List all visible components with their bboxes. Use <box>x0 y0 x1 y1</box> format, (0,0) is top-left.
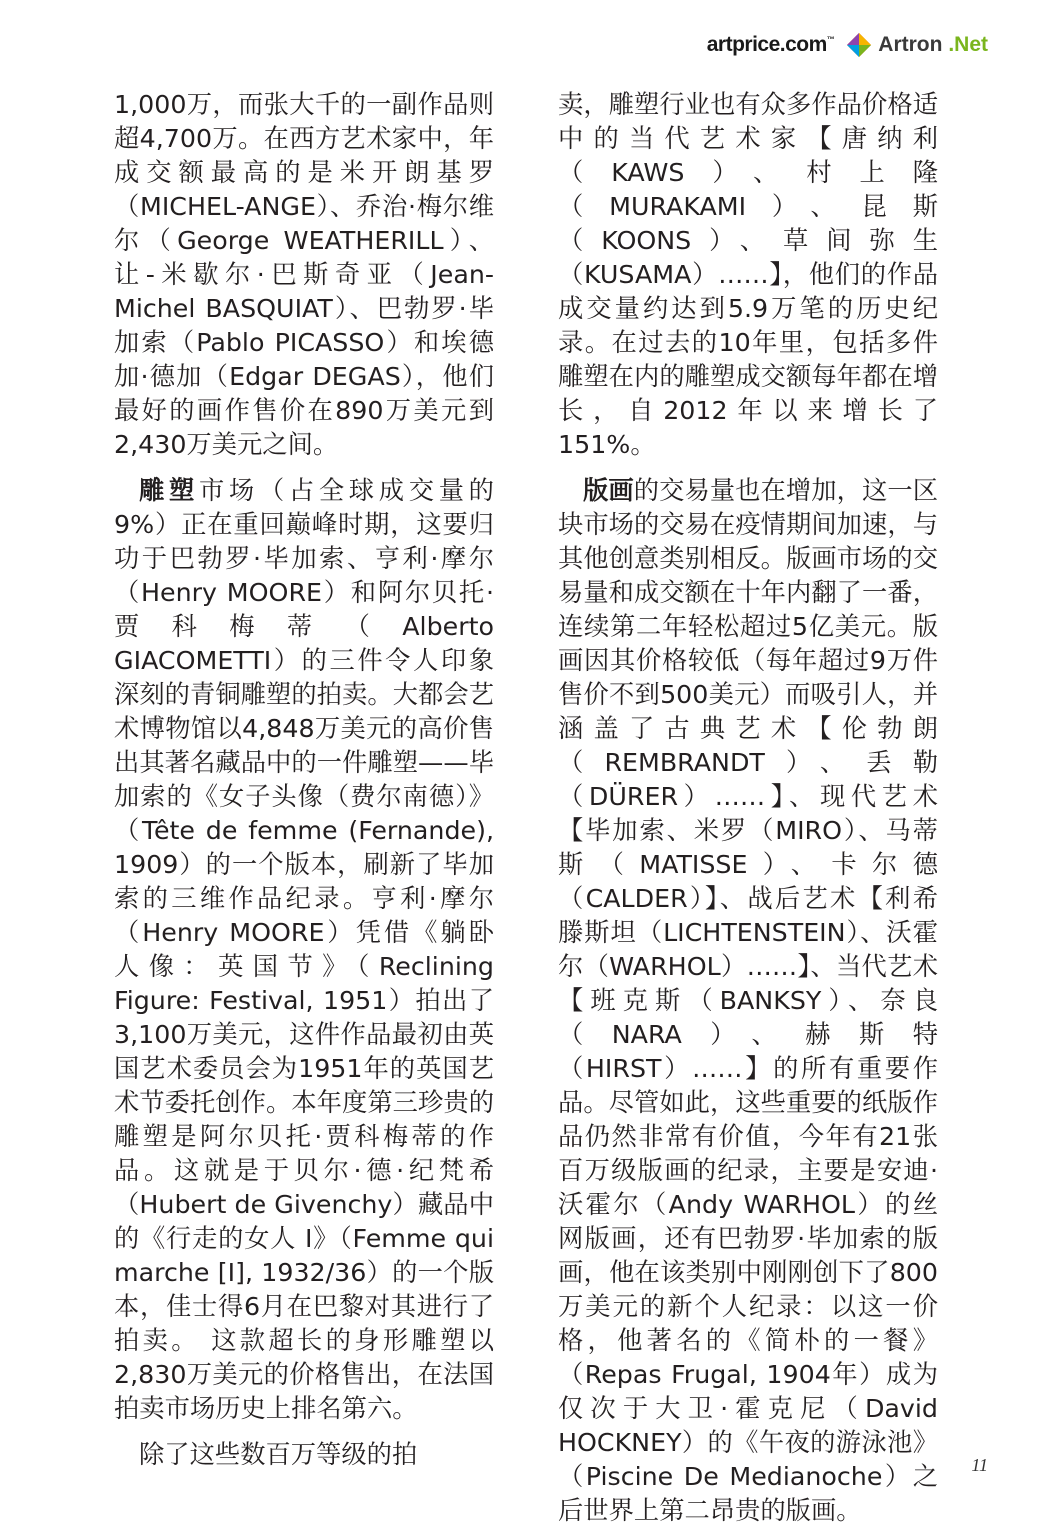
artron-logo-text: Artron .Net <box>878 33 988 56</box>
left-paragraph-3: 除了这些数百万等级的拍 <box>139 1440 418 1469</box>
page-header <box>707 30 988 60</box>
artprice-logo: artprice.com™ <box>706 33 835 56</box>
sculpture-heading: 雕塑 <box>139 476 199 505</box>
artron-logo <box>846 32 988 58</box>
right-paragraph-1: 卖，雕塑行业也有众多作品价格适中的当代艺术家【唐纳利（KAWS）、村上隆（MURAKAMI）、昆斯（KOONS）、草间弥生（KUSAMA）……】，他们的作品成交量约达到5.9万笔的历史纪录。在过去的10年里，包括多件雕塑在内的雕塑成交额每年都在增长，自2012年以来增长了151%。 <box>558 90 938 459</box>
page-number: 11 <box>971 1455 988 1475</box>
right-column <box>558 88 938 1540</box>
left-paragraph-2 <box>114 474 494 1426</box>
sculpture-text: 市场（占全球成交量的9%）正在重回巅峰时期，这要归功于巴勃罗·毕加索、亨利·摩尔（Henry MOORE）和阿尔贝托·贾科梅蒂（Alberto GIACOMETTI）的三件令人印象深刻的青铜雕塑的拍卖。大都会艺术博物馆以4,848万美元的高价售出其著名藏品中的一件雕塑——毕加索的《女子头像（费尔南德）》（Tête de femme (Fernande), 1909）的一个版本，刷新了毕加索的三维作品纪录。亨利·摩尔（Henry MOORE）凭借《躺卧人像：英国节》（Reclining Figure: Festival, 1951）拍出了3,100万美元，这件作品最初由英国艺术委员会为1951年的英国艺术节委托创作。本年度第三珍贵的雕塑是阿尔贝托·贾科梅蒂的作品。这就是于贝尔·德·纪梵希（Hubert de Givenchy）藏品中的《行走的女人 I》（Femme qui marche [I], 1932/36）的一个版本，佳士得6月在巴黎对其进行了拍卖。 这款超长的身形雕塑以2,830万美元的价格售出，在法国拍卖市场历史上排名第六。 <box>114 476 494 1423</box>
left-paragraph-1: 1,000万，而张大千的一副作品则超4,700万。在西方艺术家中，年成交额最高的是米开朗基罗（MICHEL-ANGE）、乔治·梅尔维尔（George WEATHERILL）、让-米歇尔·巴斯奇亚（Jean-Michel BASQUIAT）、巴勃罗·毕加索（Pablo PICASSO）和埃德加·德加（Edgar DEGAS），他们最好的画作售价在890万美元到2,430万美元之间。 <box>114 90 494 459</box>
prints-heading: 版画 <box>583 476 634 505</box>
prints-text: 的交易量也在增加，这一区块市场的交易在疫情期间加速，与其他创意类别相反。版画市场的交易量和成交额在十年内翻了一番，连续第二年轻松超过5亿美元。版画因其价格较低（每年超过9万件售价不到500美元）而吸引人，并涵盖了古典艺术【伦勃朗（REMBRANDT）、丢勒（DÜRER）……】、现代艺术【毕加索、米罗（MIRO）、马蒂斯（MATISSE）、卡尔德（CALDER）】、战后艺术【利希滕斯坦（LICHTENSTEIN）、沃霍尔（WARHOL）……】、当代艺术【班克斯（BANKSY）、奈良（NARA）、赫斯特（HIRST）……】的所有重要作品。尽管如此，这些重要的纸版作品仍然非常有价值，今年有21张百万级版画的纪录，主要是安迪·沃霍尔（Andy WARHOL）的丝网版画，还有巴勃罗·毕加索的版画，他在该类别中刚刚创下了800万美元的新个人纪录：以这一价格，他著名的《简朴的一餐》（Repas Frugal, 1904年）成为仅次于大卫·霍克尼（David HOCKNEY）的《午夜的游泳池》（Piscine De Medianoche）之后世界上第二昂贵的版画。 <box>558 476 938 1525</box>
right-paragraph-2 <box>558 474 938 1528</box>
left-column <box>114 88 494 1484</box>
artron-diamond-icon <box>846 32 872 58</box>
